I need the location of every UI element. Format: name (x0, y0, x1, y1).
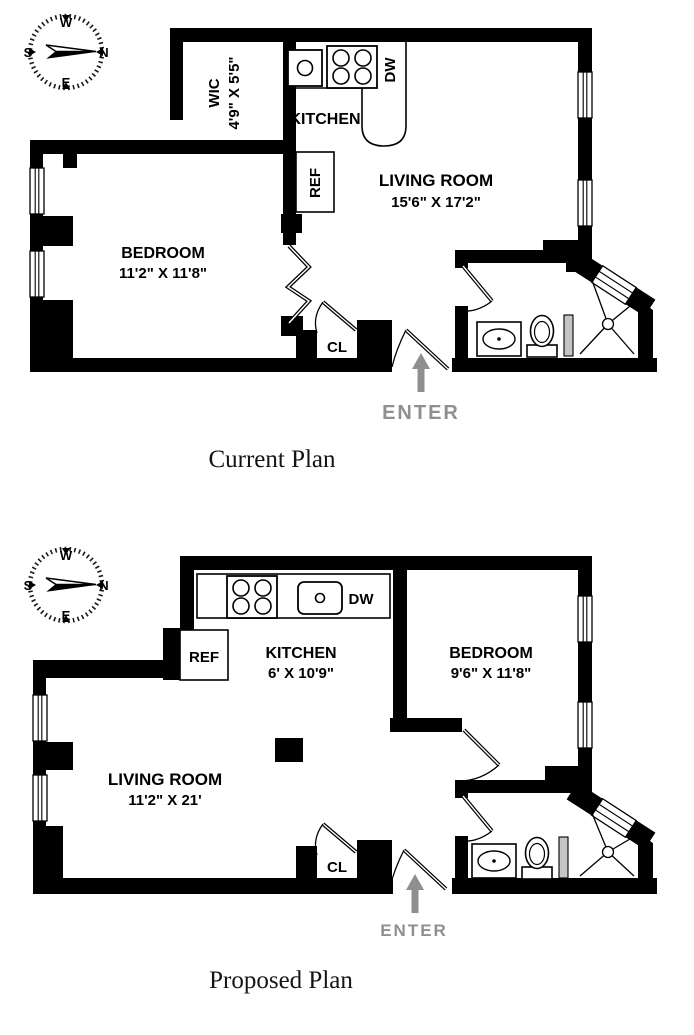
compass-east: E (61, 75, 71, 90)
closet-door-icon (315, 302, 356, 333)
bath-fixtures-icon (472, 837, 568, 879)
compass-south: S (23, 578, 33, 593)
current-plan (24, 15, 657, 473)
room-dims-living: 11'2" X 21' (128, 792, 202, 809)
window-icon (592, 799, 636, 838)
room-label-living: LIVING ROOM (107, 770, 223, 789)
proposed-plan (24, 548, 657, 994)
compass-rose-proposed (24, 548, 109, 623)
room-dims-living: 15'6" X 17'2" (391, 194, 481, 211)
room-label-bedroom: BEDROOM (121, 245, 205, 262)
enter-arrow-icon (412, 353, 430, 392)
room-dims-bedroom: 9'6" X 11'8" (450, 665, 532, 682)
window-icon (578, 180, 592, 226)
plan-title-current: Current Plan (208, 446, 336, 473)
compass-west: W (59, 15, 73, 30)
window-icon (578, 596, 592, 642)
compass-south: S (23, 45, 33, 60)
bath-fixtures-icon (477, 315, 573, 357)
dw-label: DW (382, 57, 399, 83)
room-label-kitchen: KITCHEN (289, 111, 361, 128)
room-dims-wic: 4'9" X 5'5" (226, 56, 243, 130)
window-icon (33, 775, 47, 821)
windows-proposed (33, 596, 636, 837)
ref-label: REF (307, 168, 324, 198)
compass-east: E (61, 608, 71, 623)
room-label-bedroom: BEDROOM (449, 645, 533, 662)
enter-arrow-icon (406, 874, 424, 913)
room-dims-bedroom: 11'2" X 11'8" (118, 265, 208, 282)
stove-icon (227, 576, 277, 618)
bathroom-door-icon (463, 266, 492, 311)
ref-label: REF (189, 649, 219, 666)
enter-label: ENTER (380, 921, 448, 940)
dw-label: DW (348, 591, 374, 608)
closet-label: CL (327, 859, 347, 876)
closet-label: CL (327, 339, 347, 356)
bathroom-door-icon (463, 796, 492, 841)
room-label-wic (206, 56, 243, 129)
room-dims-kitchen: 6' X 10'9" (268, 665, 334, 682)
window-icon (578, 72, 592, 118)
window-icon (30, 251, 44, 297)
stove-icon (327, 46, 377, 88)
svg-text:WIC: WIC (206, 78, 223, 108)
plan-title-proposed: Proposed Plan (209, 967, 353, 994)
compass-north: N (99, 45, 109, 60)
window-icon (30, 168, 44, 214)
room-label-kitchen: KITCHEN (265, 645, 337, 662)
compass-west: W (59, 548, 73, 563)
compass-rose-current (24, 15, 109, 90)
window-icon (33, 695, 47, 741)
kitchen-sink-icon (298, 582, 342, 614)
kitchen-sink-icon (288, 50, 322, 86)
window-icon (578, 702, 592, 748)
compass-north: N (99, 578, 109, 593)
room-label-living: LIVING ROOM (378, 171, 494, 190)
closet-door-icon (315, 824, 356, 855)
enter-label: ENTER (382, 402, 460, 424)
